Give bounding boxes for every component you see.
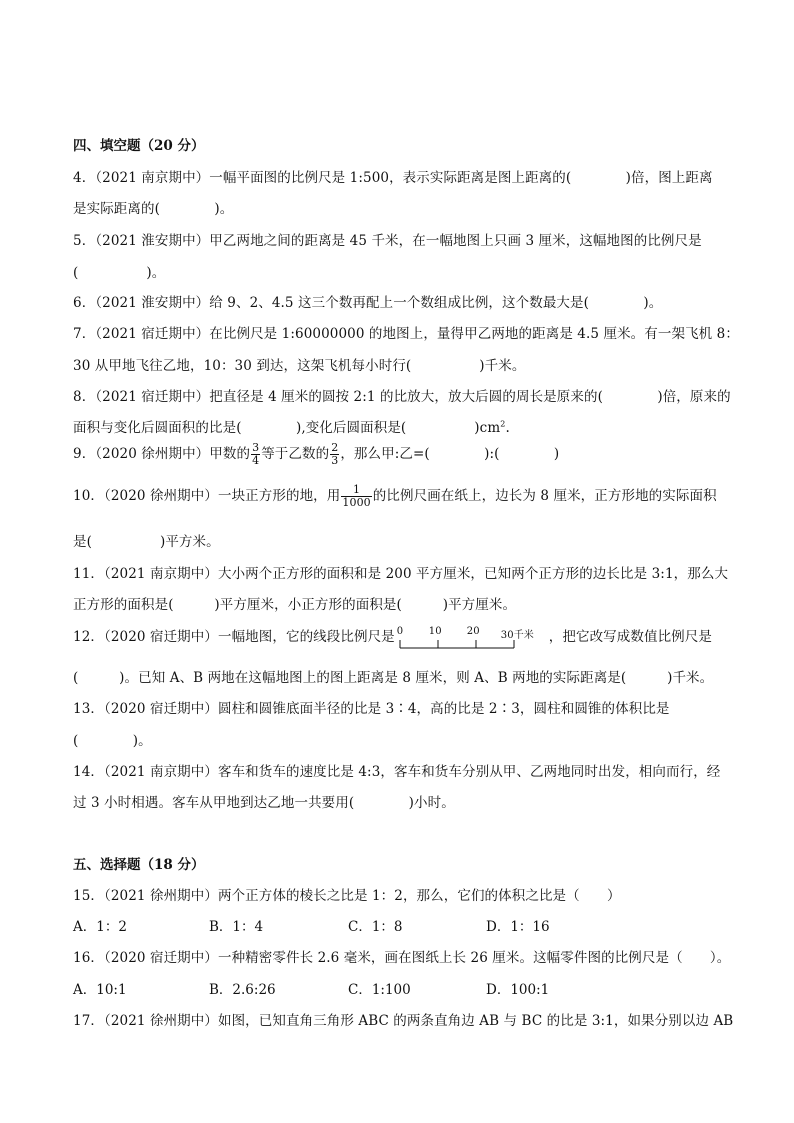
question-4-line-2: 是实际距离的( )。 xyxy=(73,201,234,217)
scale-bar-graphic xyxy=(397,626,547,650)
question-12-line-2: ( )。已知 A、B 两地在这幅地图上的图上距离是 8 厘米，则 A、B 两地的实际距离是( )千米。 xyxy=(73,670,714,686)
fraction-one-thousandth xyxy=(341,484,371,509)
question-8-line-1: 8．（2021 宿迁期中）把直径是 4 厘米的圆按 2:1 的比放大，放大后圆的周长是原来的( )倍，原来的 xyxy=(73,389,731,405)
question-9-line-1 xyxy=(73,442,559,467)
question-7-line-2: 30 从甲地飞往乙地，10：30 到达，这架飞机每小时行( )千米。 xyxy=(73,358,526,374)
question-11-line-1: 11．（2021 南京期中）大小两个正方形的面积和是 200 平方厘米，已知两个正方形的边长比是 3:1，那么大 xyxy=(73,566,729,582)
question-14-line-2: 过 3 小时相遇。客车从甲地到达乙地一共要用( )小时。 xyxy=(73,795,455,811)
scale-label-0: 0 xyxy=(396,625,404,637)
scale-label-10: 10 xyxy=(428,625,442,637)
question-12-line-1 xyxy=(73,625,712,650)
question-7-line-1: 7．（2021 宿迁期中）在比例尺是 1:60000000 的地图上，量得甲乙两地的距离是 4.5 厘米。有一架飞机 8： xyxy=(73,326,739,342)
question-15-option-d: D．1：16 xyxy=(486,919,550,935)
question-12-text-post: ，把它改写成数值比例尺是 xyxy=(548,629,712,645)
fraction-numerator: 1 xyxy=(341,484,371,497)
fraction-two-thirds xyxy=(330,442,339,467)
superscript-2: 2 xyxy=(500,419,506,429)
question-4-line-1: 4．（2021 南京期中）一幅平面图的比例尺是 1:500，表示实际距离是图上距离的( )倍，图上距离 xyxy=(73,170,713,186)
question-9-text-mid: 等于乙数的 xyxy=(261,446,330,462)
fraction-denominator: 3 xyxy=(331,454,339,467)
question-11-line-2: 正方形的面积是( )平方厘米，小正方形的面积是( )平方厘米。 xyxy=(73,597,517,613)
scale-label-30: 30千米 xyxy=(500,629,534,641)
section-heading-fill-in: 四、填空题（20 分） xyxy=(73,138,205,154)
question-17-line-1: 17．（2021 徐州期中）如图，已知直角三角形 ABC 的两条直角边 AB 与 BC 的比是 3:1，如果分别以边 AB xyxy=(73,1013,734,1029)
fraction-denominator: 4 xyxy=(252,454,260,467)
question-15-option-b: B．1：4 xyxy=(209,919,264,935)
question-15-option-a: A．1：2 xyxy=(73,919,127,935)
question-16-option-c: C．1:100 xyxy=(348,982,411,998)
question-16-line-1: 16．（2020 宿迁期中）一种精密零件长 2.6 毫米，画在图纸上长 26 厘米。这幅零件图的比例尺是（ ）。 xyxy=(73,950,731,966)
question-6-line-1: 6．（2021 淮安期中）给 9、2、4.5 这三个数再配上一个数组成比例，这个数最大是( )。 xyxy=(73,295,663,311)
question-8-line-2-end: . xyxy=(505,420,510,436)
question-9-text-pre: 9．（2020 徐州期中）甲数的 xyxy=(73,446,251,462)
fraction-three-quarters xyxy=(251,442,260,467)
scale-label-20: 20 xyxy=(466,625,480,637)
question-10-line-1 xyxy=(73,484,717,509)
question-15-line-1: 15．（2021 徐州期中）两个正方体的棱长之比是 1：2，那么，它们的体积之比是（ ） xyxy=(73,888,621,904)
question-9-text-post: ，那么甲:乙=( ):( ) xyxy=(340,446,560,462)
question-15-option-c: C．1：8 xyxy=(348,919,403,935)
question-13-line-2: ( )。 xyxy=(73,733,152,749)
question-16-option-a: A．10:1 xyxy=(73,982,127,998)
question-12-text-pre: 12．（2020 宿迁期中）一幅地图，它的线段比例尺是 xyxy=(73,629,395,645)
line-scale-bar xyxy=(397,626,547,650)
question-10-text-post: 的比例尺画在纸上，边长为 8 厘米，正方形地的实际面积 xyxy=(372,488,717,504)
question-10-text-pre: 10．（2020 徐州期中）一块正方形的地，用 xyxy=(73,488,341,504)
section-heading-multiple-choice: 五、选择题（18 分） xyxy=(73,857,205,873)
question-16-option-d: D．100:1 xyxy=(486,982,550,998)
fraction-numerator: 3 xyxy=(252,441,260,454)
fraction-numerator: 2 xyxy=(331,441,339,454)
question-10-line-2: 是( )平方米。 xyxy=(73,534,220,550)
question-8-line-2-text: 面积与变化后圆面积的比是( ),变化后圆面积是( )cm xyxy=(73,420,501,436)
question-16-option-b: B．2.6:26 xyxy=(209,982,276,998)
question-8-line-2 xyxy=(73,416,510,436)
question-5-line-1: 5．（2021 淮安期中）甲乙两地之间的距离是 45 千米，在一幅地图上只画 3 厘米，这幅地图的比例尺是 xyxy=(73,233,702,249)
fraction-denominator: 1000 xyxy=(342,496,371,509)
question-5-line-2: ( )。 xyxy=(73,265,166,281)
question-14-line-1: 14．（2021 南京期中）客车和货车的速度比是 4:3，客车和货车分别从甲、乙两地同时出发，相向而行，经 xyxy=(73,764,721,780)
question-13-line-1: 13．（2020 宿迁期中）圆柱和圆锥底面半径的比是 3∶4，高的比是 2∶3，圆柱和圆锥的体积比是 xyxy=(73,701,670,717)
